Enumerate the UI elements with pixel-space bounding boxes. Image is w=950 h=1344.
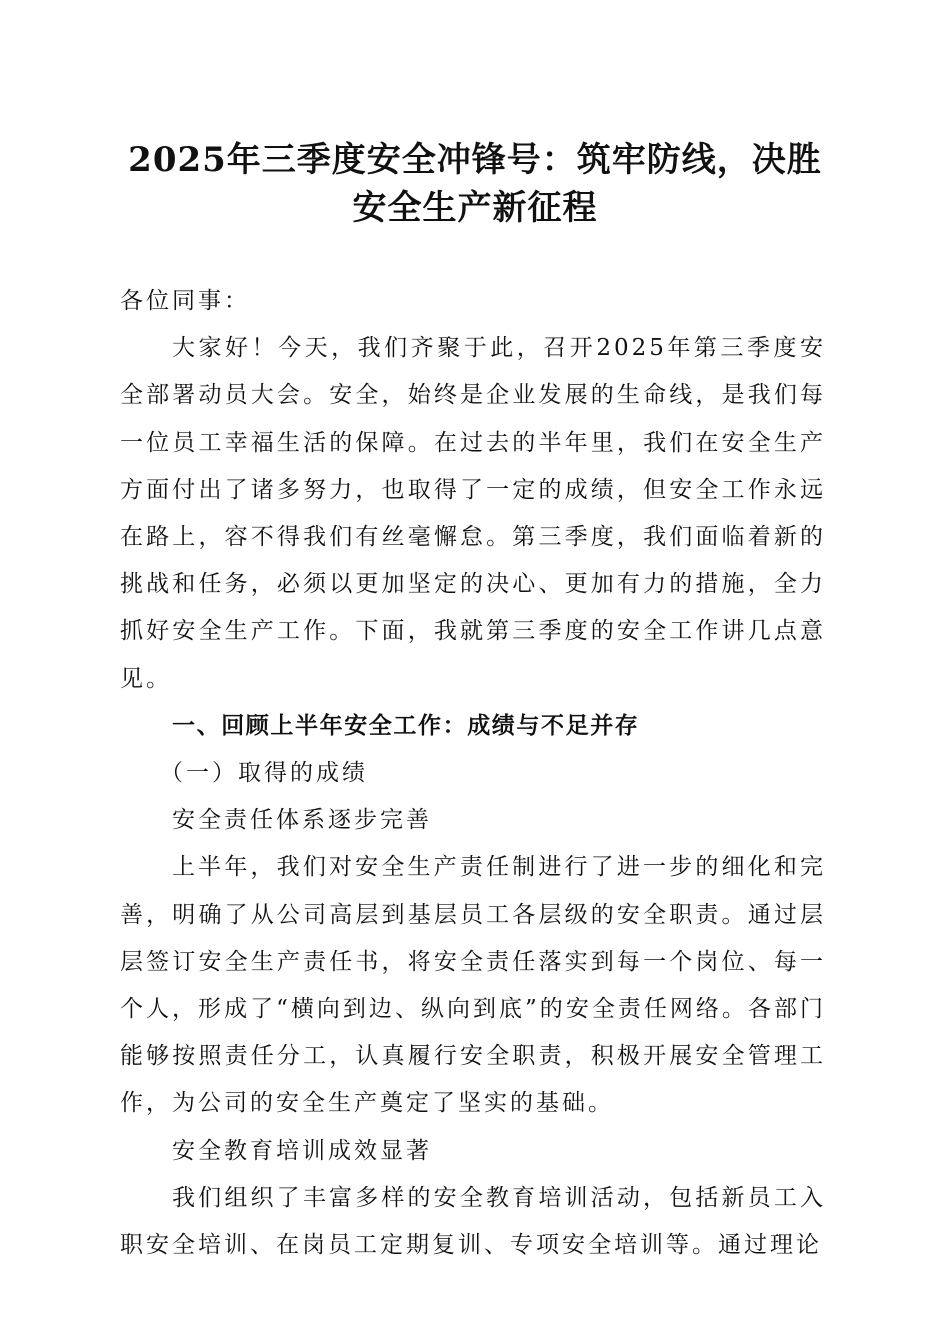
item-paragraph-1: 上半年，我们对安全生产责任制进行了进一步的细化和完善，明确了从公司高层到基层员工各层级的安全职责。通过层层签订安全生产责任书，将安全责任落实到每一个岗位、每一个人，形成了“横向到边、纵向到底”的安全责任网络。各部门能够按照责任分工，认真履行安全职责，积极开展安全管理工作，为公司的安全生产奠定了坚实的基础。 bbox=[120, 854, 826, 1117]
item-paragraph-2: 我们组织了丰富多样的安全教育培训活动，包括新员工入职安全培训、在岗员工定期复训、专项安全培训等。通过理论 bbox=[120, 1184, 826, 1259]
item-title-2: 安全教育培训成效显著 bbox=[172, 1137, 432, 1164]
item-title-1: 安全责任体系逐步完善 bbox=[172, 807, 432, 834]
document-body bbox=[120, 278, 826, 1269]
title-line-2: 安全生产新征程 bbox=[352, 188, 598, 228]
title-line-1: 2025年三季度安全冲锋号：筑牢防线，决胜 bbox=[128, 140, 822, 180]
subsection-heading-1: （一）取得的成绩 bbox=[160, 760, 368, 787]
intro-paragraph: 大家好！今天，我们齐聚于此，召开2025年第三季度安全部署动员大会。安全，始终是企业发展的生命线，是我们每一位员工幸福生活的保障。在过去的半年里，我们在安全生产方面付出了诸多努力，也取得了一定的成绩，但安全工作永远在路上，容不得我们有丝毫懈怠。第三季度，我们面临着新的挑战和任务，必须以更加坚定的决心、更加有力的措施，全力抓好安全生产工作。下面，我就第三季度的安全工作讲几点意见。 bbox=[120, 335, 826, 692]
section-heading-1: 一、回顾上半年安全工作：成绩与不足并存 bbox=[172, 712, 640, 739]
document-title bbox=[100, 136, 850, 232]
salutation: 各位同事： bbox=[120, 288, 250, 314]
